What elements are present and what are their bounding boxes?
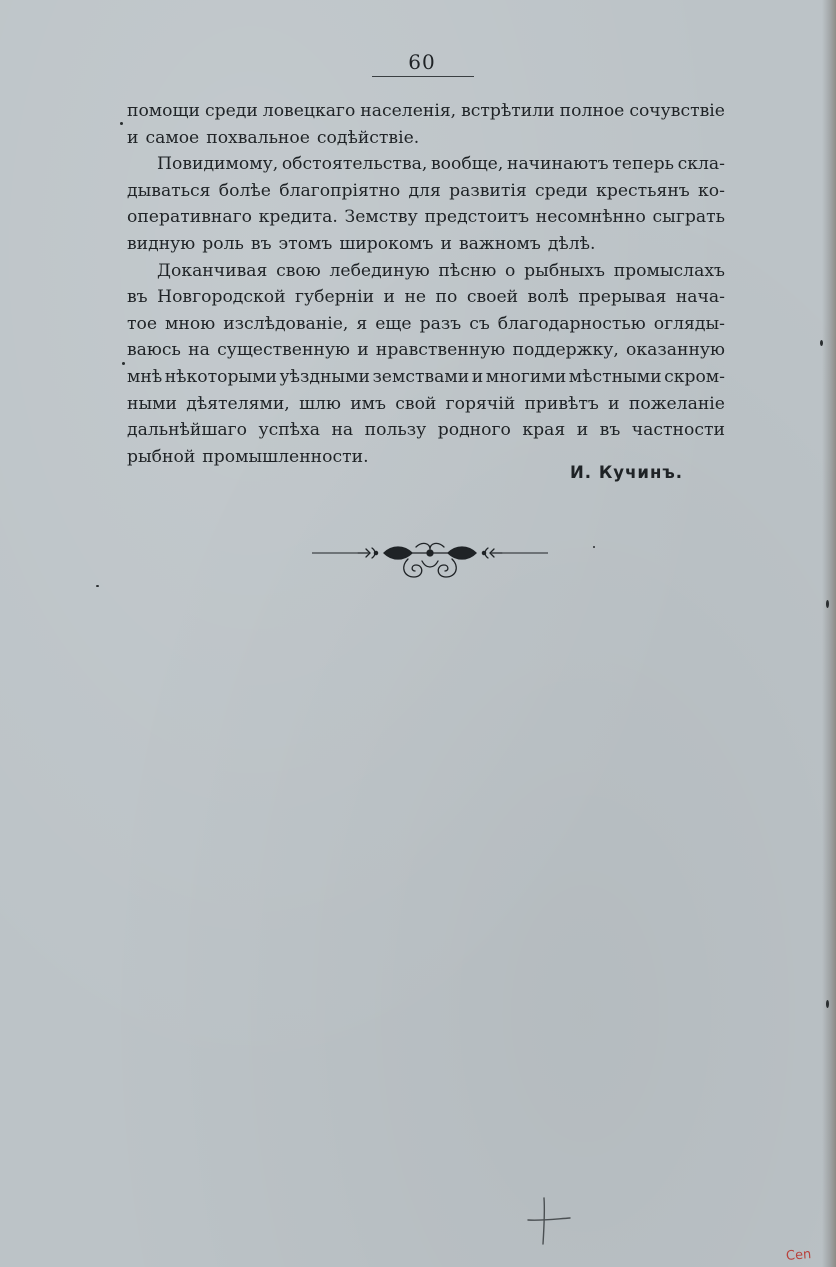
word: обстоятельства, — [281, 154, 428, 175]
word: разъ — [419, 313, 462, 334]
word: теперь — [612, 154, 674, 175]
word: оказанную — [626, 340, 725, 361]
word: въ — [250, 233, 272, 254]
word: предстоитъ — [424, 207, 530, 228]
text-line — [127, 284, 725, 311]
word: крестьянъ — [596, 180, 690, 201]
word: видную — [127, 233, 196, 254]
word: кредита. — [258, 207, 338, 228]
word: и — [440, 233, 452, 254]
word: рыбныхъ — [524, 260, 605, 281]
margin-annotation: Cen — [785, 1247, 812, 1264]
word: нѣкоторыми — [164, 366, 277, 387]
word: земствами — [372, 366, 470, 387]
word: съ — [469, 313, 490, 334]
word: помощи — [127, 101, 200, 121]
speck — [826, 1000, 829, 1008]
word: и — [357, 340, 369, 361]
word: въ — [599, 420, 621, 441]
word: рыбной — [127, 446, 196, 467]
word: ваюсь — [127, 340, 181, 361]
word: и — [127, 127, 139, 148]
word: сочувствіе — [629, 101, 725, 121]
word: края — [522, 420, 566, 441]
decorative-ornament — [312, 537, 548, 583]
word: Земству — [344, 207, 418, 228]
word: содѣйствіе. — [316, 127, 420, 148]
word: Повидимому, — [157, 154, 279, 175]
word: начинаютъ — [506, 154, 609, 175]
word: и — [608, 393, 620, 414]
speck — [122, 362, 125, 365]
page-number-rule — [372, 76, 474, 77]
word: существенную — [217, 340, 350, 361]
page-edge-shadow — [822, 0, 836, 1267]
word: скром- — [664, 366, 725, 387]
word: губерніи — [295, 287, 375, 308]
text-line — [127, 204, 725, 231]
text-line — [127, 151, 725, 178]
speck — [826, 600, 829, 608]
word: поддержку, — [512, 340, 619, 361]
word: дѣятелями, — [186, 393, 290, 414]
word: въ — [127, 287, 148, 308]
pencil-mark — [526, 1196, 572, 1246]
word: я — [356, 313, 368, 334]
word: уѣздными — [279, 366, 370, 387]
word: несомнѣнно — [535, 207, 646, 228]
word: по — [435, 287, 458, 308]
speck — [96, 585, 99, 587]
word: многими — [485, 366, 567, 387]
word: свою — [276, 260, 321, 281]
word: полное — [559, 101, 625, 121]
word: роль — [202, 233, 244, 254]
word: привѣтъ — [524, 393, 599, 414]
word: и — [576, 420, 589, 441]
word: Доканчивая — [157, 260, 268, 281]
word: самое — [145, 127, 200, 148]
text-line — [127, 311, 725, 338]
word: вообще, — [430, 154, 504, 175]
word: пожеланіе — [628, 393, 725, 414]
text-line — [127, 231, 725, 258]
word: среди — [204, 101, 258, 121]
word: благодарностью — [497, 313, 646, 334]
word: Новгородской — [157, 287, 286, 308]
word: пѣсню — [438, 260, 497, 281]
author-signature: И. Кучинъ. — [570, 463, 684, 482]
word: ко- — [698, 180, 725, 201]
word: болѣе — [218, 180, 271, 201]
word: мною — [165, 313, 216, 334]
word: промышленности. — [202, 446, 369, 467]
word: горячій — [445, 393, 516, 414]
word: изслѣдованіе, — [223, 313, 349, 334]
word: этомъ — [278, 233, 333, 254]
word: мѣстными — [568, 366, 662, 387]
word: своей — [466, 287, 519, 308]
word: дѣлѣ. — [547, 233, 596, 254]
text-line — [127, 391, 725, 418]
word: промыслахъ — [613, 260, 725, 281]
page-number: 60 — [408, 50, 436, 74]
word: родного — [437, 420, 511, 441]
word: встрѣтили — [461, 101, 555, 121]
text-line — [127, 178, 725, 205]
word: огляды- — [653, 313, 725, 334]
word: сыграть — [652, 207, 725, 228]
word: широкомъ — [339, 233, 434, 254]
word: нача- — [675, 287, 725, 308]
word: для — [408, 180, 441, 201]
text-line — [127, 125, 725, 152]
word: на — [331, 420, 354, 441]
word: еще — [375, 313, 412, 334]
word: успѣха — [258, 420, 320, 441]
word: шлю — [299, 393, 341, 414]
text-line — [127, 337, 725, 364]
speck — [820, 340, 823, 346]
speck — [593, 546, 595, 548]
word: нравственную — [375, 340, 506, 361]
word: тое — [127, 313, 158, 334]
word: и — [383, 287, 395, 308]
word: среди — [534, 180, 588, 201]
word: прерывая — [578, 287, 667, 308]
word: важномъ — [458, 233, 541, 254]
word: дываться — [127, 180, 211, 201]
word: о — [505, 260, 516, 281]
speck — [120, 122, 123, 125]
word: оперативнаго — [127, 207, 252, 228]
word: ными — [127, 393, 177, 414]
word: не — [404, 287, 427, 308]
word: развитія — [449, 180, 527, 201]
word: имъ — [350, 393, 386, 414]
word: на — [188, 340, 210, 361]
text-line — [127, 417, 725, 444]
text-line — [127, 258, 725, 285]
word: похвальное — [206, 127, 310, 148]
word: населенія, — [360, 101, 457, 121]
word: ловецкаго — [262, 101, 356, 121]
word: пользу — [364, 420, 427, 441]
word: лебединую — [329, 260, 430, 281]
word: частности — [631, 420, 725, 441]
word: дальнѣйшаго — [127, 420, 247, 441]
text-line — [127, 364, 725, 391]
word: и — [471, 366, 484, 387]
word: мнѣ — [127, 366, 163, 387]
word: свой — [395, 393, 437, 414]
body-text — [127, 98, 725, 470]
word: благопріятно — [279, 180, 401, 201]
word: волѣ — [527, 287, 569, 308]
text-line — [127, 98, 725, 125]
word: скла- — [677, 154, 725, 175]
